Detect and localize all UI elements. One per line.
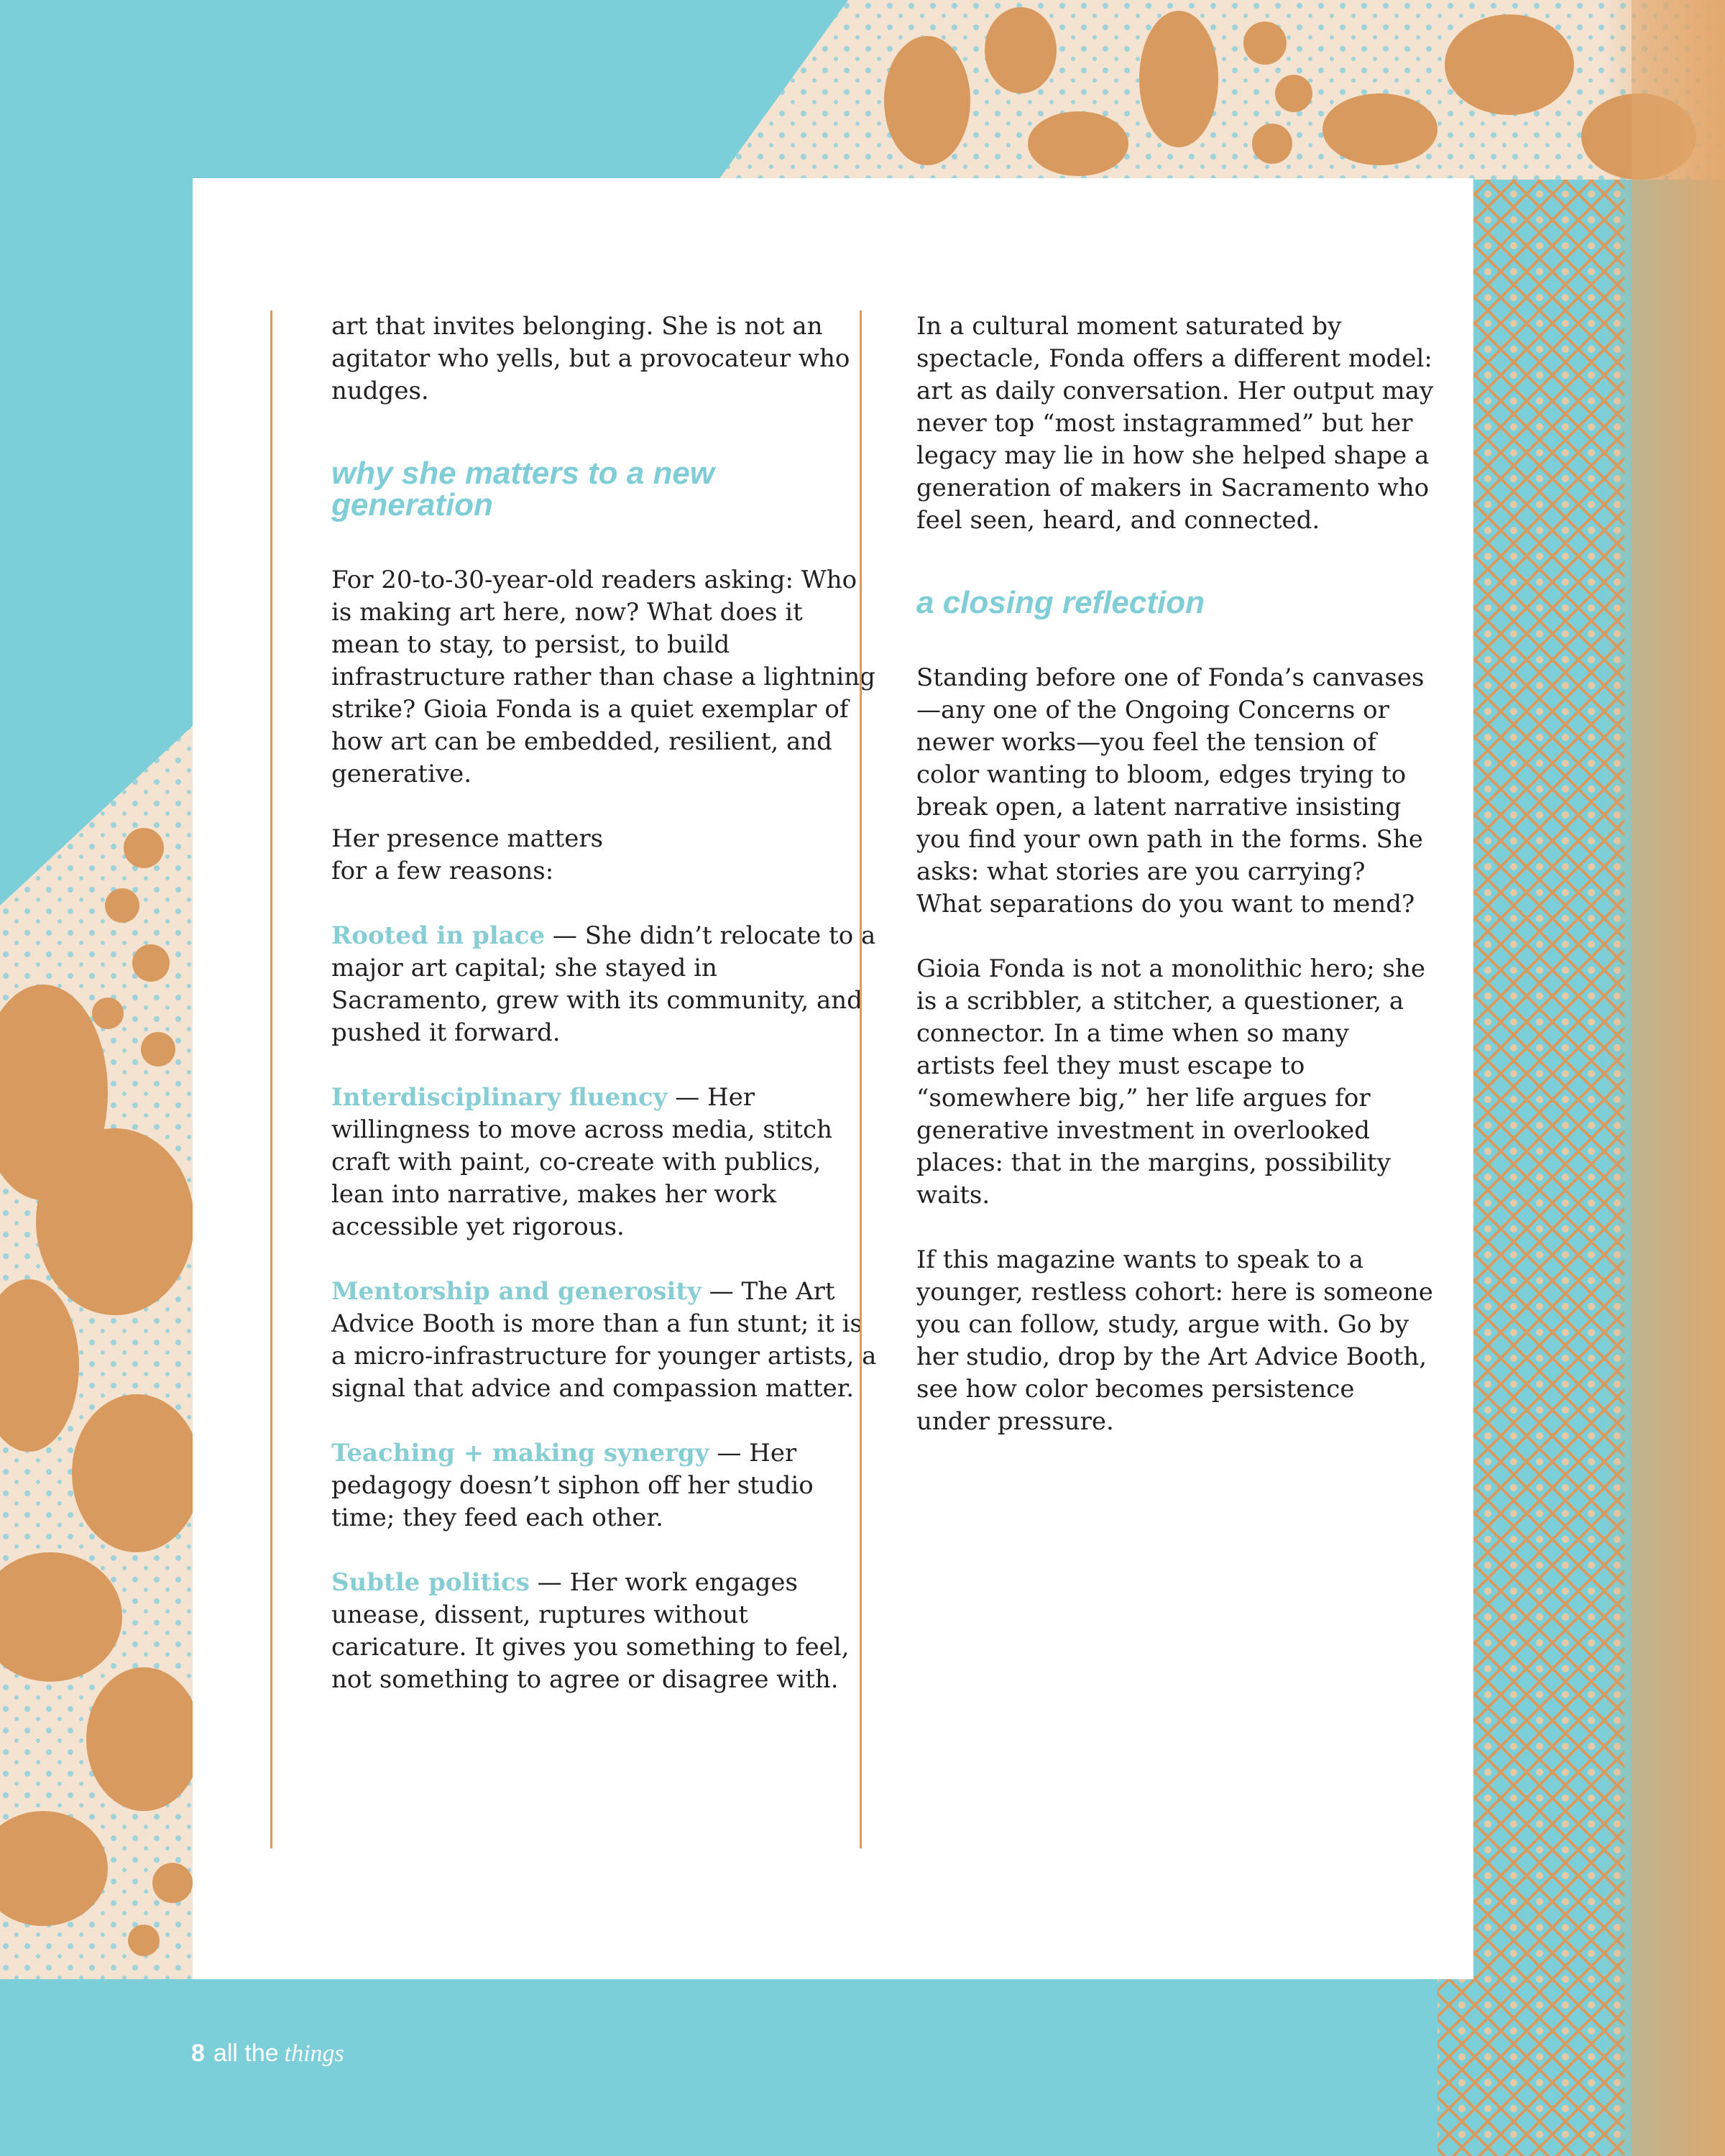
hero-paragraph: Gioia Fonda is not a monolithic hero; she is a scribbler, a stitcher, a questioner, a connector. In a time when so many artists feel they must escape to “somewhere big,” her life argues for generative investment in overlooked places: that in the margins, possibility waits. bbox=[916, 954, 1426, 1210]
reason-item bbox=[331, 1276, 878, 1405]
reason-text: — Her willingness to move across media, stitch craft with paint, co-create with publics, lean into narrative, makes her work accessible yet rigorous. bbox=[331, 1083, 832, 1241]
page-number: 8 bbox=[191, 2040, 205, 2067]
reason-title: Rooted in place bbox=[331, 921, 546, 950]
section-heading-closing: a closing reflection bbox=[916, 585, 1205, 620]
reason-text: — The Art Advice Booth is more than a fun stunt; it is a micro-infrastructure for younger artists, a signal that advice and compassion matter. bbox=[331, 1277, 877, 1403]
reason-item bbox=[331, 1082, 878, 1243]
intro-paragraph: art that invites belonging. She is not an agitator who yells, but a provocateur who nudges. bbox=[331, 312, 850, 405]
reason-title: Interdisciplinary fluency bbox=[331, 1083, 668, 1112]
reason-item bbox=[331, 1437, 878, 1534]
reason-text: — Her pedagogy doesn’t siphon off her studio time; they feed each other. bbox=[331, 1439, 814, 1532]
magazine-paragraph: If this magazine wants to speak to a younger, restless cohort: here is someone you can follow, study, argue with. Go by her studio, drop by the Art Advice Booth, see how color becomes persistence under pressure. bbox=[916, 1245, 1433, 1436]
reason-item bbox=[331, 1567, 878, 1696]
reason-text: — Her work engages unease, dissent, ruptures without caricature. It gives you something to feel, not something to agree or disagree with. bbox=[331, 1568, 850, 1694]
magazine-name-suffix: things bbox=[284, 2040, 344, 2067]
right-column bbox=[860, 310, 1434, 1848]
page-footer bbox=[191, 2040, 344, 2068]
reason-title: Teaching + making synergy bbox=[331, 1439, 709, 1468]
presence-line-1: Her presence matters bbox=[331, 824, 604, 853]
canvases-paragraph: Standing before one of Fonda’s canvases—any one of the Ongoing Concerns or newer works—you feel the tension of color wanting to bloom, edges trying to break open, a latent narrative insisting you find your own path in the forms. She asks: what stories are you carrying? What separations do you want to mend? bbox=[916, 663, 1425, 918]
readers-paragraph: For 20-to-30-year-old readers asking: Who is making art here, now? What does it mean to stay, to persist, to build infrastructure rather than chase a lightning strike? Gioia Fonda is a quiet exemplar of how art can be embedded, resilient, and generative. bbox=[331, 566, 875, 788]
reason-title: Subtle politics bbox=[331, 1568, 530, 1597]
reason-title: Mentorship and generosity bbox=[331, 1277, 702, 1306]
left-column bbox=[270, 310, 878, 1848]
white-text-panel bbox=[193, 178, 1473, 1979]
presence-line-2: for a few reasons: bbox=[331, 857, 554, 885]
section-heading-generation: why she matters to a new generation bbox=[331, 456, 715, 522]
magazine-name-prefix: all the bbox=[213, 2040, 279, 2067]
reason-text: — She didn’t relocate to a major art capital; she stayed in Sacramento, grew with its community, and pushed it forward. bbox=[331, 921, 876, 1047]
reason-item bbox=[331, 920, 878, 1049]
cultural-moment-paragraph: In a cultural moment saturated by spectacle, Fonda offers a different model: art as daily conversation. Her output may never top “most instagrammed” but her legacy may lie in how she helped shape a generation of makers in Sacramento who feel seen, heard, and connected. bbox=[916, 312, 1434, 535]
presence-paragraph bbox=[331, 823, 878, 888]
